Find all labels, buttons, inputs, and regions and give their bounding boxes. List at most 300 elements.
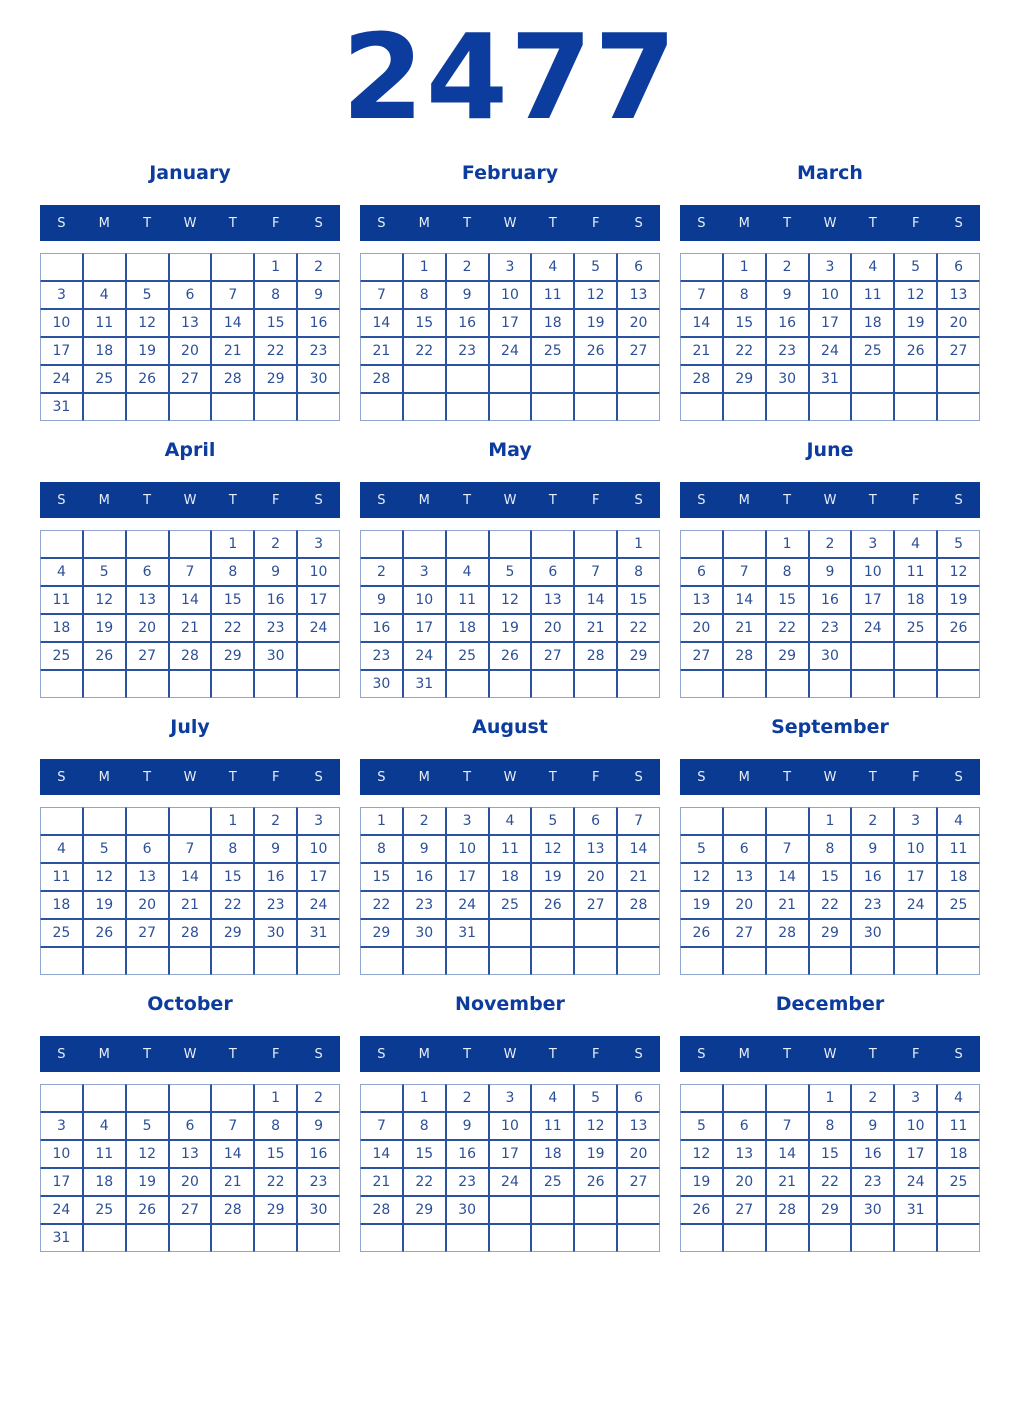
day-cell: 24 — [40, 365, 83, 393]
day-cell: 24 — [851, 614, 894, 642]
empty-day-cell — [680, 393, 723, 421]
day-cell: 25 — [83, 365, 126, 393]
empty-day-cell — [489, 393, 532, 421]
day-cell: 9 — [446, 1112, 489, 1140]
empty-day-cell — [489, 1196, 532, 1224]
day-cell: 9 — [360, 586, 403, 614]
weekday-label: S — [954, 215, 963, 231]
day-cell: 23 — [360, 642, 403, 670]
empty-day-cell — [126, 1224, 169, 1252]
day-cell: 18 — [40, 614, 83, 642]
day-cell: 8 — [403, 281, 446, 309]
weekday-label: M — [738, 769, 750, 785]
day-cell: 20 — [126, 891, 169, 919]
month-name: March — [797, 162, 863, 184]
empty-day-cell — [83, 670, 126, 698]
empty-day-cell — [40, 947, 83, 975]
day-cell: 17 — [297, 863, 340, 891]
day-cell: 4 — [851, 253, 894, 281]
day-cell: 13 — [531, 586, 574, 614]
month-september — [680, 716, 980, 975]
weekday-label: T — [463, 492, 472, 508]
month-name: August — [472, 716, 548, 738]
day-cell: 3 — [809, 253, 852, 281]
empty-day-cell — [531, 393, 574, 421]
empty-day-cell — [680, 253, 723, 281]
day-cell: 21 — [211, 1168, 254, 1196]
weekday-label: S — [954, 1046, 963, 1062]
empty-day-cell — [723, 1084, 766, 1112]
year-title: 2477 — [341, 8, 679, 146]
month-april — [40, 439, 340, 698]
weekday-label: S — [697, 492, 706, 508]
week-row — [360, 1168, 660, 1196]
day-cell: 2 — [297, 253, 340, 281]
empty-day-cell — [211, 253, 254, 281]
empty-day-cell — [574, 670, 617, 698]
weekday-label: T — [143, 492, 152, 508]
empty-day-cell — [126, 947, 169, 975]
day-cell: 1 — [254, 1084, 297, 1112]
empty-day-cell — [40, 670, 83, 698]
weekday-label: S — [634, 1046, 643, 1062]
day-cell: 31 — [809, 365, 852, 393]
day-cell: 23 — [403, 891, 446, 919]
empty-day-cell — [937, 642, 980, 670]
weekday-label: T — [463, 769, 472, 785]
weekday-label: M — [98, 1046, 110, 1062]
empty-day-cell — [531, 1196, 574, 1224]
empty-day-cell — [126, 530, 169, 558]
empty-day-cell — [360, 1084, 403, 1112]
month-december — [680, 993, 980, 1252]
week-row — [360, 642, 660, 670]
day-cell: 4 — [531, 1084, 574, 1112]
day-cell: 15 — [211, 863, 254, 891]
day-cell: 31 — [894, 1196, 937, 1224]
day-cell: 23 — [254, 891, 297, 919]
day-cell: 20 — [723, 1168, 766, 1196]
weekday-label: S — [697, 769, 706, 785]
day-cell: 5 — [680, 1112, 723, 1140]
month-name: December — [775, 993, 885, 1015]
day-cell: 22 — [360, 891, 403, 919]
day-cell: 27 — [680, 642, 723, 670]
empty-day-cell — [40, 530, 83, 558]
day-cell: 2 — [254, 530, 297, 558]
day-cell: 13 — [617, 1112, 660, 1140]
calendar-grid — [360, 253, 660, 421]
empty-day-cell — [894, 365, 937, 393]
day-cell: 5 — [531, 807, 574, 835]
empty-day-cell — [809, 1224, 852, 1252]
day-cell: 26 — [531, 891, 574, 919]
day-cell: 3 — [489, 253, 532, 281]
day-cell: 7 — [766, 835, 809, 863]
weekday-label: T — [463, 215, 472, 231]
empty-day-cell — [851, 393, 894, 421]
day-cell: 12 — [574, 1112, 617, 1140]
empty-day-cell — [809, 947, 852, 975]
day-cell: 27 — [169, 1196, 212, 1224]
month-name: February — [461, 162, 559, 184]
day-cell: 8 — [809, 835, 852, 863]
month-name: November — [455, 993, 565, 1015]
month-name: October — [147, 993, 233, 1015]
day-cell: 9 — [766, 281, 809, 309]
day-cell: 20 — [680, 614, 723, 642]
empty-day-cell — [809, 670, 852, 698]
day-cell: 25 — [937, 1168, 980, 1196]
empty-day-cell — [617, 365, 660, 393]
day-cell: 19 — [126, 337, 169, 365]
day-cell: 16 — [297, 1140, 340, 1168]
day-cell: 5 — [894, 253, 937, 281]
day-cell: 20 — [617, 309, 660, 337]
empty-day-cell — [894, 642, 937, 670]
empty-day-cell — [937, 1224, 980, 1252]
day-cell: 22 — [211, 614, 254, 642]
day-cell: 12 — [126, 309, 169, 337]
empty-day-cell — [403, 1224, 446, 1252]
day-cell: 3 — [894, 807, 937, 835]
weekday-label: M — [738, 215, 750, 231]
day-cell: 9 — [297, 281, 340, 309]
empty-day-cell — [937, 393, 980, 421]
empty-day-cell — [446, 393, 489, 421]
day-cell: 8 — [617, 558, 660, 586]
empty-day-cell — [211, 1224, 254, 1252]
day-cell: 13 — [169, 309, 212, 337]
day-cell: 27 — [126, 642, 169, 670]
day-cell: 27 — [617, 1168, 660, 1196]
day-cell: 8 — [254, 1112, 297, 1140]
day-cell: 21 — [766, 891, 809, 919]
day-cell: 10 — [40, 309, 83, 337]
day-cell: 7 — [680, 281, 723, 309]
month-may — [360, 439, 660, 698]
day-cell: 6 — [723, 1112, 766, 1140]
day-cell: 21 — [574, 614, 617, 642]
weekday-label: W — [503, 1046, 517, 1062]
empty-day-cell — [574, 919, 617, 947]
day-cell: 5 — [937, 530, 980, 558]
week-row — [40, 558, 340, 586]
day-cell: 28 — [574, 642, 617, 670]
day-cell: 17 — [489, 1140, 532, 1168]
day-cell: 6 — [937, 253, 980, 281]
day-cell: 21 — [617, 863, 660, 891]
day-cell: 28 — [360, 1196, 403, 1224]
day-cell: 5 — [489, 558, 532, 586]
empty-day-cell — [360, 1224, 403, 1252]
day-cell: 21 — [169, 891, 212, 919]
day-cell: 12 — [126, 1140, 169, 1168]
calendar-grid — [680, 530, 980, 698]
day-cell: 16 — [360, 614, 403, 642]
weekday-label: S — [314, 769, 323, 785]
day-cell: 10 — [809, 281, 852, 309]
day-cell: 15 — [254, 309, 297, 337]
day-cell: 26 — [83, 919, 126, 947]
week-row — [360, 365, 660, 393]
empty-day-cell — [723, 1224, 766, 1252]
day-cell: 20 — [169, 1168, 212, 1196]
day-cell: 2 — [809, 530, 852, 558]
day-cell: 29 — [809, 1196, 852, 1224]
day-cell: 11 — [531, 281, 574, 309]
empty-day-cell — [723, 947, 766, 975]
empty-day-cell — [617, 670, 660, 698]
day-cell: 9 — [254, 558, 297, 586]
calendar-grid — [680, 1084, 980, 1252]
weekday-label: S — [634, 492, 643, 508]
day-cell: 19 — [83, 891, 126, 919]
day-cell: 18 — [937, 863, 980, 891]
week-row — [680, 835, 980, 863]
weekday-label: S — [954, 492, 963, 508]
weekday-label: S — [377, 1046, 386, 1062]
day-cell: 17 — [446, 863, 489, 891]
empty-day-cell — [680, 1224, 723, 1252]
empty-day-cell — [851, 947, 894, 975]
month-january — [40, 162, 340, 421]
day-cell: 28 — [680, 365, 723, 393]
day-cell: 13 — [574, 835, 617, 863]
day-cell: 29 — [809, 919, 852, 947]
week-row — [360, 1224, 660, 1252]
day-cell: 18 — [531, 309, 574, 337]
weekday-header-bar — [680, 759, 980, 795]
day-cell: 12 — [937, 558, 980, 586]
day-cell: 17 — [40, 337, 83, 365]
weekday-label: F — [911, 215, 920, 231]
day-cell: 16 — [851, 863, 894, 891]
month-june — [680, 439, 980, 698]
empty-day-cell — [126, 1084, 169, 1112]
day-cell: 5 — [83, 835, 126, 863]
month-august — [360, 716, 660, 975]
weekday-label: T — [228, 492, 237, 508]
day-cell: 29 — [766, 642, 809, 670]
month-october — [40, 993, 340, 1252]
weekday-label: S — [377, 215, 386, 231]
weekday-label: T — [783, 215, 792, 231]
day-cell: 18 — [446, 614, 489, 642]
day-cell: 17 — [40, 1168, 83, 1196]
day-cell: 23 — [851, 1168, 894, 1196]
empty-day-cell — [40, 253, 83, 281]
weekday-label: T — [228, 1046, 237, 1062]
week-row — [680, 670, 980, 698]
weekday-label: W — [823, 1046, 837, 1062]
empty-day-cell — [489, 1224, 532, 1252]
day-cell: 11 — [40, 586, 83, 614]
week-row — [40, 253, 340, 281]
empty-day-cell — [937, 670, 980, 698]
weekday-label: M — [738, 1046, 750, 1062]
day-cell: 6 — [126, 558, 169, 586]
day-cell: 13 — [126, 863, 169, 891]
day-cell: 6 — [617, 1084, 660, 1112]
day-cell: 11 — [937, 835, 980, 863]
week-row — [680, 309, 980, 337]
day-cell: 11 — [894, 558, 937, 586]
day-cell: 26 — [680, 1196, 723, 1224]
day-cell: 22 — [403, 1168, 446, 1196]
empty-day-cell — [489, 365, 532, 393]
week-row — [680, 253, 980, 281]
week-row — [360, 586, 660, 614]
day-cell: 15 — [766, 586, 809, 614]
empty-day-cell — [680, 670, 723, 698]
week-row — [40, 586, 340, 614]
day-cell: 15 — [809, 1140, 852, 1168]
day-cell: 4 — [40, 558, 83, 586]
week-row — [360, 530, 660, 558]
day-cell: 25 — [446, 642, 489, 670]
day-cell: 30 — [254, 919, 297, 947]
week-row — [680, 1196, 980, 1224]
empty-day-cell — [297, 947, 340, 975]
day-cell: 26 — [937, 614, 980, 642]
empty-day-cell — [126, 670, 169, 698]
day-cell: 5 — [574, 253, 617, 281]
day-cell: 25 — [937, 891, 980, 919]
weekday-header-bar — [680, 482, 980, 518]
weekday-label: S — [634, 769, 643, 785]
month-name: May — [488, 439, 532, 461]
empty-day-cell — [574, 393, 617, 421]
day-cell: 20 — [574, 863, 617, 891]
empty-day-cell — [211, 393, 254, 421]
day-cell: 16 — [766, 309, 809, 337]
day-cell: 1 — [723, 253, 766, 281]
day-cell: 16 — [254, 586, 297, 614]
week-row — [40, 642, 340, 670]
day-cell: 12 — [83, 586, 126, 614]
day-cell: 11 — [83, 1140, 126, 1168]
day-cell: 19 — [680, 891, 723, 919]
day-cell: 8 — [766, 558, 809, 586]
week-row — [680, 919, 980, 947]
weekday-label: W — [823, 769, 837, 785]
week-row — [680, 558, 980, 586]
day-cell: 26 — [894, 337, 937, 365]
day-cell: 1 — [211, 530, 254, 558]
weekday-label: M — [418, 215, 430, 231]
week-row — [40, 1140, 340, 1168]
day-cell: 13 — [617, 281, 660, 309]
weekday-label: W — [823, 215, 837, 231]
week-row — [680, 1084, 980, 1112]
empty-day-cell — [403, 947, 446, 975]
day-cell: 8 — [403, 1112, 446, 1140]
day-cell: 28 — [211, 1196, 254, 1224]
day-cell: 19 — [894, 309, 937, 337]
day-cell: 30 — [254, 642, 297, 670]
day-cell: 20 — [126, 614, 169, 642]
day-cell: 30 — [446, 1196, 489, 1224]
day-cell: 1 — [211, 807, 254, 835]
week-row — [360, 309, 660, 337]
day-cell: 18 — [83, 337, 126, 365]
day-cell: 11 — [851, 281, 894, 309]
weekday-label: S — [314, 492, 323, 508]
day-cell: 22 — [403, 337, 446, 365]
day-cell: 25 — [83, 1196, 126, 1224]
empty-day-cell — [617, 1196, 660, 1224]
day-cell: 25 — [531, 337, 574, 365]
weekday-header-bar — [360, 1036, 660, 1072]
weekday-label: S — [377, 492, 386, 508]
weekday-label: W — [183, 769, 197, 785]
day-cell: 27 — [723, 919, 766, 947]
week-row — [360, 807, 660, 835]
week-row — [40, 670, 340, 698]
weekday-label: T — [143, 215, 152, 231]
empty-day-cell — [169, 1224, 212, 1252]
day-cell: 21 — [211, 337, 254, 365]
day-cell: 28 — [723, 642, 766, 670]
week-row — [40, 309, 340, 337]
day-cell: 10 — [894, 835, 937, 863]
month-name: June — [806, 439, 854, 461]
day-cell: 29 — [211, 642, 254, 670]
day-cell: 23 — [254, 614, 297, 642]
empty-day-cell — [297, 1224, 340, 1252]
day-cell: 10 — [297, 558, 340, 586]
empty-day-cell — [680, 1084, 723, 1112]
empty-day-cell — [254, 670, 297, 698]
day-cell: 17 — [297, 586, 340, 614]
day-cell: 26 — [83, 642, 126, 670]
empty-day-cell — [403, 530, 446, 558]
day-cell: 26 — [126, 365, 169, 393]
day-cell: 18 — [894, 586, 937, 614]
day-cell: 6 — [574, 807, 617, 835]
weekday-label: T — [783, 492, 792, 508]
day-cell: 15 — [723, 309, 766, 337]
weekday-header-bar — [40, 205, 340, 241]
day-cell: 19 — [126, 1168, 169, 1196]
day-cell: 6 — [723, 835, 766, 863]
day-cell: 9 — [851, 835, 894, 863]
day-cell: 26 — [489, 642, 532, 670]
day-cell: 3 — [446, 807, 489, 835]
day-cell: 24 — [894, 891, 937, 919]
day-cell: 23 — [851, 891, 894, 919]
day-cell: 31 — [40, 393, 83, 421]
weekday-header-bar — [360, 205, 660, 241]
day-cell: 2 — [851, 1084, 894, 1112]
weekday-label: W — [183, 215, 197, 231]
week-row — [40, 1112, 340, 1140]
calendar-grid — [40, 530, 340, 698]
day-cell: 11 — [40, 863, 83, 891]
day-cell: 2 — [254, 807, 297, 835]
weekday-label: M — [418, 1046, 430, 1062]
day-cell: 8 — [211, 558, 254, 586]
day-cell: 20 — [617, 1140, 660, 1168]
day-cell: 4 — [40, 835, 83, 863]
empty-day-cell — [680, 530, 723, 558]
day-cell: 17 — [894, 1140, 937, 1168]
empty-day-cell — [680, 947, 723, 975]
day-cell: 14 — [680, 309, 723, 337]
day-cell: 24 — [297, 614, 340, 642]
week-row — [680, 1224, 980, 1252]
